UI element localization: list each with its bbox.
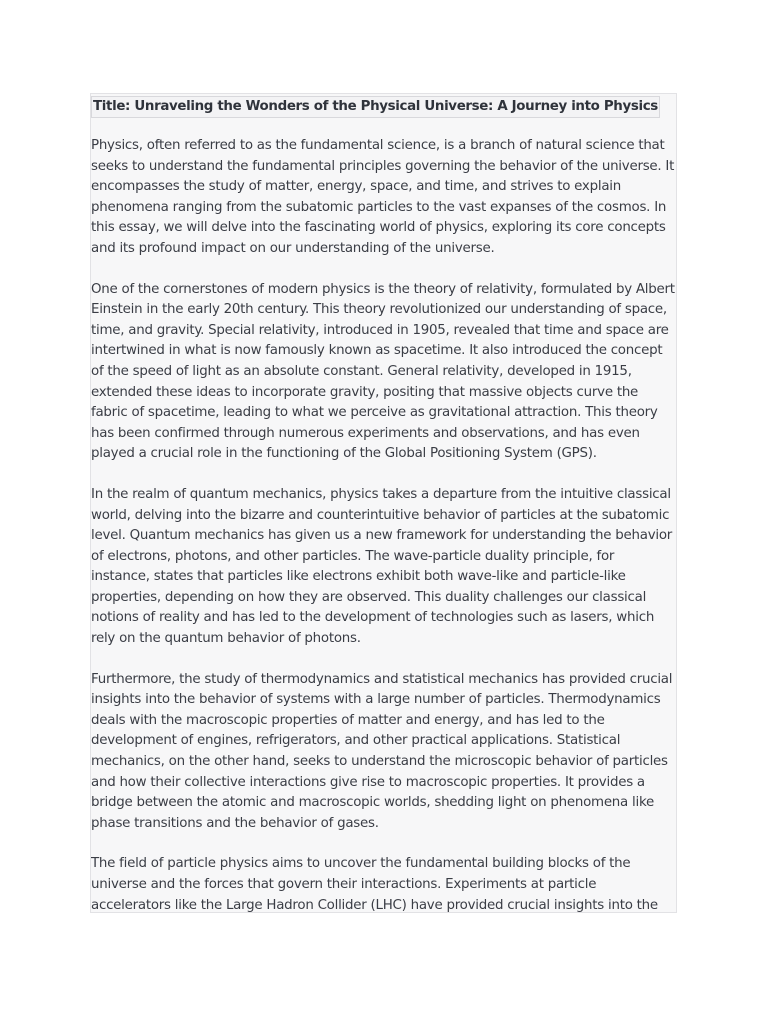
paragraph-quantum: In the realm of quantum mechanics, physics takes a departure from the intuitive classical world, delving into the bizarre and counterintuitive behavior of particles at the subatomic level. Quantum mechanics has given us a new framework for understanding the behavior of electrons, photons, and other particles. The wave-particle duality principle, for instance, states that particles like electrons exhibit both wave-like and particle-like properties, depending on how they are observed. This duality challenges our classical notions of reality and has led to the development of technologies such as lasers, which rely on the quantum behavior of photons. bbox=[91, 486, 673, 647]
document-body bbox=[91, 94, 676, 913]
paragraph-relativity: One of the cornerstones of modern physics is the theory of relativity, formulated by Albert Einstein in the early 20th century. This theory revolutionized our understanding of space, time, and gravity. Special relativity, introduced in 1905, revealed that time and space are intertwined in what is now famously known as spacetime. It also introduced the concept of the speed of light as an absolute constant. General relativity, developed in 1915, extended these ideas to incorporate gravity, positing that massive objects curve the fabric of spacetime, leading to what we perceive as gravitational attraction. This theory has been confirmed through numerous experiments and observations, and has even played a crucial role in the functioning of the Global Positioning System (GPS). bbox=[91, 281, 675, 462]
paragraph-thermodynamics: Furthermore, the study of thermodynamics and statistical mechanics has provided crucial insights into the behavior of systems with a large number of particles. Thermodynamics deals with the macroscopic properties of matter and energy, and has led to the development of engines, refrigerators, and other practical applications. Statistical mechanics, on the other hand, seeks to understand the microscopic behavior of particles and how their collective interactions give rise to macroscopic properties. It provides a bridge between the atomic and macroscopic worlds, shedding light on phenomena like phase transitions and the behavior of gases. bbox=[91, 671, 673, 831]
paragraph-particle-physics: The field of particle physics aims to uncover the fundamental building blocks of the universe and the forces that govern their interactions. Experiments at particle accelerators like the Large Hadron Collider (LHC) have provided crucial insights into the bbox=[91, 856, 658, 913]
document-text-area[interactable] bbox=[90, 93, 677, 913]
paragraph-intro: Physics, often referred to as the fundamental science, is a branch of natural science that seeks to understand the fundamental principles governing the behavior of the universe. It encompasses the study of matter, energy, space, and time, and strives to explain phenomena ranging from the subatomic particles to the vast expanses of the cosmos. In this essay, we will delve into the fascinating world of physics, exploring its core concepts and its profound impact on our understanding of the universe. bbox=[91, 138, 675, 256]
document-title[interactable]: Title: Unraveling the Wonders of the Physical Universe: A Journey into Physics bbox=[91, 96, 660, 118]
